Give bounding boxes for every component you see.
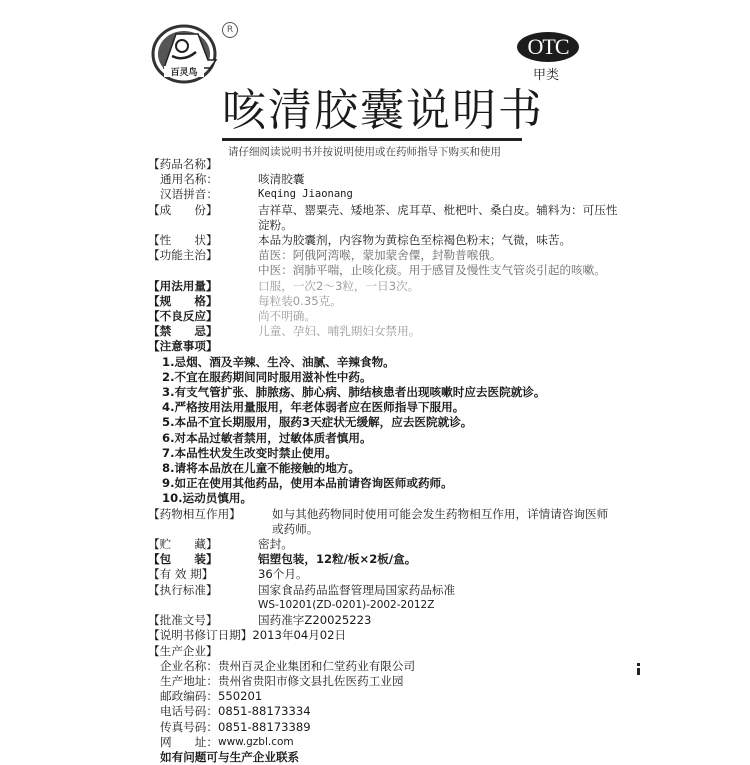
footer-note: 如有问题可与生产企业联系: [160, 749, 300, 764]
document-title: 咳清胶囊说明书: [222, 85, 544, 136]
precaution-item: 4.严格按用法用量服用，年老体弱者应在医师指导下服用。: [162, 400, 465, 415]
standard-code-row: WS-10201(ZD-0201)-2002-2012Z: [258, 598, 435, 611]
precaution-item: 5.本品不宜长期服用，服药3天症状无缓解，应去医院就诊。: [162, 415, 473, 430]
precaution-item: 9.如正在使用其他药品，使用本品前请咨询医师或药师。: [162, 476, 453, 491]
precaution-item: 2.不宜在服药期间同时服用滋补性中药。: [162, 369, 372, 384]
manufacturer-name-row: 企业名称： 贵州百灵企业集团和仁堂药业有限公司: [160, 658, 416, 673]
contraindications-row: 【禁 忌】 儿童、孕妇、哺乳期妇女禁用。: [148, 324, 421, 339]
precaution-item: 8.请将本品放在儿童不能接触的地方。: [162, 461, 360, 476]
website-row: 网 址： www.gzbl.com: [160, 734, 294, 749]
manufacturer-heading: 【生产企业】: [148, 643, 218, 658]
precaution-item: 10.运动员慎用。: [162, 491, 253, 506]
ingredients-row: 【成 份】 吉祥草、罂粟壳、矮地茶、虎耳草、枇杷叶、桑白皮。辅料为：可压性淀粉。: [148, 202, 618, 232]
otc-badge: OTC: [517, 32, 579, 62]
indications-tcm-row: 中医：润肺平喘，止咳化痰。用于感冒及慢性支气管炎引起的咳嗽。: [258, 263, 606, 278]
indications-row: 【功能主治】 苗医：阿俄阿湾喉，蒙加蒙舍僳，封勒普喉俄。: [148, 248, 502, 263]
precaution-item: 6.对本品过敏者禁用，过敏体质者慎用。: [162, 430, 372, 445]
brand-logo: [150, 20, 222, 84]
shelf-life-row: 【有 效 期】 36个月。: [148, 567, 308, 582]
packaging-row: 【包 装】 铝塑包装，12粒/板×2板/盒。: [148, 552, 417, 567]
document-subtitle: 请仔细阅读说明书并按说明使用或在药师指导下购买和使用: [228, 146, 501, 158]
fax-row: 传真号码： 0851-88173389: [160, 719, 311, 734]
revision-date-row: 【说明书修订日期】 2013年04月02日: [148, 628, 347, 643]
phone-row: 电话号码： 0851-88173334: [160, 704, 311, 719]
adverse-reactions-row: 【不良反应】 尚不明确。: [148, 309, 316, 324]
pinyin-row: 汉语拼音： Keqing Jiaonang: [160, 187, 353, 202]
approval-row: 【批准文号】 国药准字Z20025223: [148, 613, 372, 628]
dosage-row: 【用法用量】 口服，一次2～3粒，一日3次。: [148, 278, 420, 293]
precaution-item: 3.有支气管扩张、肺脓疡、肺心病、肺结核患者出现咳嗽时应去医院就诊。: [162, 385, 546, 400]
bailingniao-logo-icon: [150, 20, 222, 84]
registered-mark: R: [222, 22, 238, 38]
standard-row: 【执行标准】 国家食品药品监督管理局国家药品标准: [148, 582, 456, 597]
leaflet-body: [148, 157, 618, 765]
storage-row: 【贮 藏】 密封。: [148, 537, 293, 552]
postcode-row: 邮政编码： 550201: [160, 689, 263, 704]
scan-mark: [637, 663, 640, 675]
svg-text:百灵鸟: 百灵鸟: [170, 68, 198, 78]
manufacturer-address-row: 生产地址： 贵州省贵阳市修文县扎佐医药工业园: [160, 673, 404, 688]
otc-class-label: 甲类: [533, 68, 560, 83]
interactions-row: 【药物相互作用】 如与其他药物同时使用可能会发生药物相互作用，详情请咨询医师或药师。: [148, 506, 609, 536]
drug-name-heading: 【药品名称】: [148, 157, 218, 171]
specification-row: 【规 格】 每粒装0.35克。: [148, 293, 342, 308]
appearance-row: 【性 状】 本品为胶囊剂，内容物为黄棕色至棕褐色粉末；气微，味苦。: [148, 233, 572, 248]
title-divider: [222, 138, 522, 141]
precaution-item: 1.忌烟、酒及辛辣、生冷、油腻、辛辣食物。: [162, 354, 395, 369]
precaution-item: 7.本品性状发生改变时禁止使用。: [162, 445, 337, 460]
precautions-heading: 【注意事项】: [148, 339, 218, 354]
generic-name-row: 通用名称： 咳清胶囊: [160, 172, 305, 187]
